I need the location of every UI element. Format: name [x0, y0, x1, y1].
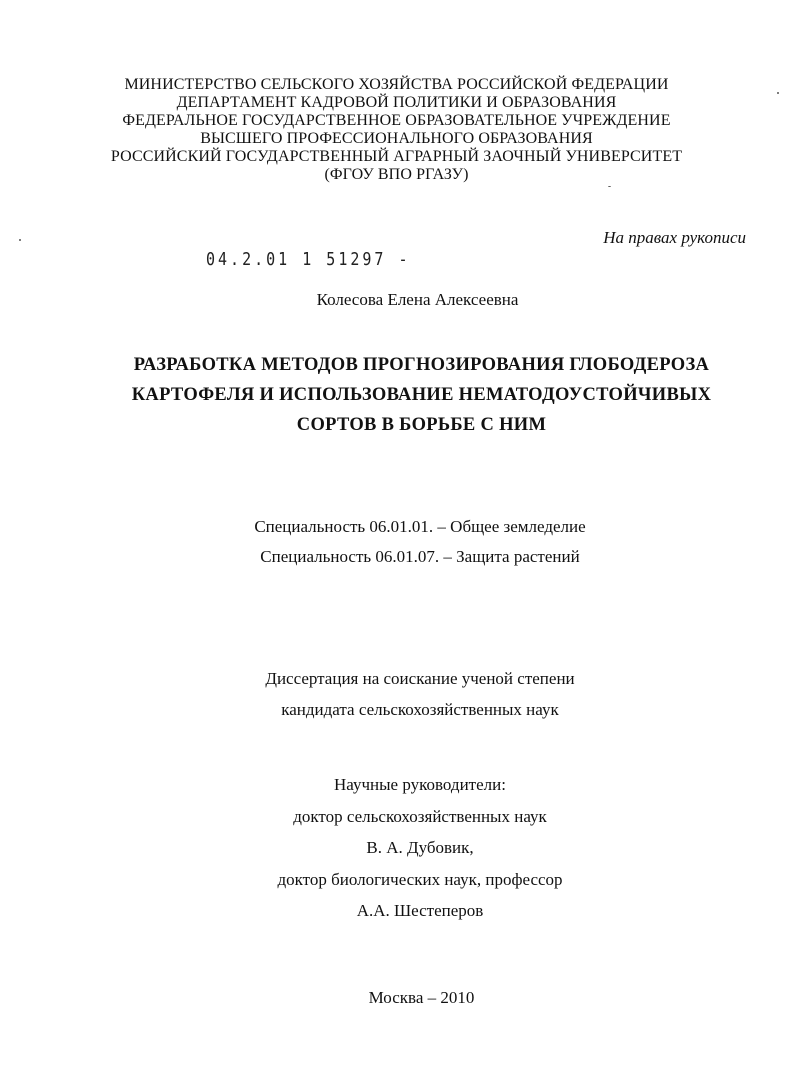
header-line-abbreviation: (ФГОУ ВПО РГАЗУ) — [324, 166, 469, 183]
degree-line-1: Диссертация на соискание ученой степени — [265, 669, 575, 688]
advisor-2-degree: доктор биологических наук, профессор — [277, 869, 563, 889]
specialties-block — [0, 512, 793, 572]
scan-speck — [608, 186, 611, 187]
advisor-2-name: А.А. Шестеперов — [356, 901, 484, 920]
dissertation-title — [0, 350, 793, 440]
institution-header — [0, 76, 793, 184]
scan-speck — [777, 92, 779, 94]
city-and-year: Москва – 2010 — [368, 988, 475, 1007]
title-line-3: СОРТОВ В БОРЬБЕ С НИМ — [296, 415, 547, 435]
header-line-institution-type: ФЕДЕРАЛЬНОЕ ГОСУДАРСТВЕННОЕ ОБРАЗОВАТЕЛЬНОЕ УЧРЕЖДЕНИЕ — [122, 112, 671, 129]
header-line-department: ДЕПАРТАМЕНТ КАДРОВОЙ ПОЛИТИКИ И ОБРАЗОВАНИЯ — [176, 94, 617, 111]
title-line-1: РАЗРАБОТКА МЕТОДОВ ПРОГНОЗИРОВАНИЯ ГЛОБОДЕРОЗА — [133, 355, 710, 375]
header-line-education-level: ВЫСШЕГО ПРОФЕССИОНАЛЬНОГО ОБРАЗОВАНИЯ — [200, 130, 593, 147]
advisors-heading: Научные руководители: — [334, 775, 506, 794]
specialty-line-2: Специальность 06.01.07. – Защита растений — [260, 547, 580, 566]
author-name: Колесова Елена Алексеевна — [316, 290, 519, 309]
degree-line-2: кандидата сельскохозяйственных наук — [281, 700, 559, 719]
advisor-1-degree: доктор сельскохозяйственных наук — [293, 806, 547, 826]
header-line-ministry: МИНИСТЕРСТВО СЕЛЬСКОГО ХОЗЯЙСТВА РОССИЙСКОЙ ФЕДЕРАЦИИ — [124, 76, 669, 93]
scan-speck — [19, 239, 21, 241]
header-line-university: РОССИЙСКИЙ ГОСУДАРСТВЕННЫЙ АГРАРНЫЙ ЗАОЧНЫЙ УНИВЕРСИТЕТ — [110, 148, 683, 165]
advisor-1-name: В. А. Дубовик, — [366, 838, 474, 857]
title-line-2: КАРТОФЕЛЯ И ИСПОЛЬЗОВАНИЕ НЕМАТОДОУСТОЙЧИВЫХ — [131, 385, 712, 405]
scientific-advisors — [0, 769, 793, 927]
degree-statement — [0, 663, 793, 725]
registration-stamp: 04.2.01 1 51297 - — [206, 248, 411, 270]
specialty-line-1: Специальность 06.01.01. – Общее земледелие — [254, 517, 586, 536]
manuscript-rights-note: На правах рукописи — [603, 228, 746, 247]
